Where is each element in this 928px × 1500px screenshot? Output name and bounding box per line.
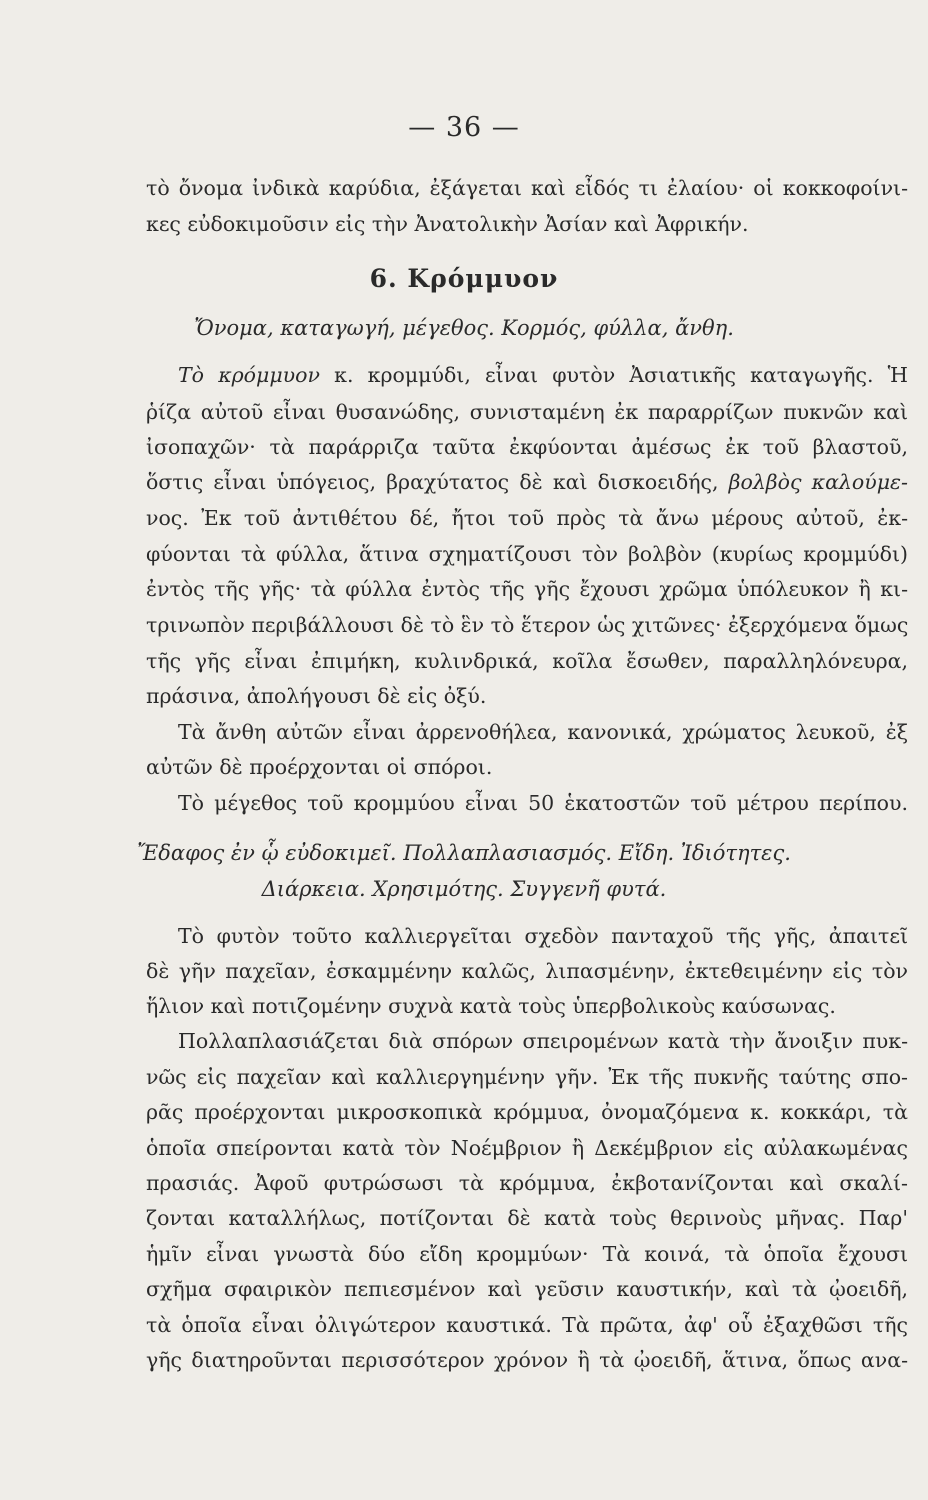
text-span: κ. κρομμύδι, εἶναι φυτὸν Ἀσιατικῆς καταγωγῆς. Ἡ (334, 363, 909, 387)
text-line: Τὰ ἄνθη αὐτῶν εἶναι ἀρρενοθήλεα, κανονικά, χρώματος λευκοῦ, ἐξ (178, 720, 908, 744)
text-line: πρασιάς. Ἀφοῦ φυτρώσωσι τὰ κρόμμυα, ἐκβοτανίζονται καὶ σκαλί- (146, 1171, 908, 1195)
subheading: Ὄνομα, καταγωγή, μέγεθος. Κορμός, φύλλα, ἄνθη. (194, 316, 734, 340)
section-title: 6. Κρόμμυον (369, 264, 559, 293)
text-line: σχῆμα σφαιρικὸν πεπιεσμένον καὶ γεῦσιν καυστικήν, καὶ τὰ ᾠοειδῆ, (146, 1277, 908, 1301)
text-line: τὰ ὁποῖα εἶναι ὀλιγώτερον καυστικά. Τὰ πρῶτα, ἀφ' οὗ ἐξαχθῶσι τῆς (146, 1313, 908, 1337)
text-line: δὲ γῆν παχεῖαν, ἐσκαμμένην καλῶς, λιπασμένην, ἐκτεθειμένην εἰς τὸν (146, 959, 908, 983)
text-line: τρινωπὸν περιβάλλουσι δὲ τὸ ἓν τὸ ἕτερον ὡς χιτῶνες· ἐξερχόμενα ὅμως (146, 613, 909, 637)
text-line: τῆς γῆς εἶναι ἐπιμήκη, κυλινδρικά, κοῖλα ἔσωθεν, παραλληλόνευρα, (146, 649, 908, 673)
text-line: ἰσοπαχῶν· τὰ παράρριζα ταῦτα ἐκφύονται ἀμέσως ἐκ τοῦ βλαστοῦ, (146, 435, 908, 459)
text-line: γῆς διατηροῦνται περισσότερον χρόνον ἢ τὰ ᾠοειδῆ, ἅτινα, ὅπως ανα- (146, 1348, 908, 1372)
subheading: Διάρκεια. Χρησιμότης. Συγγενῆ φυτά. (261, 877, 667, 901)
italic-term: βολβὸς καλούμε- (728, 470, 908, 494)
text-line: ἐντὸς τῆς γῆς· τὰ φύλλα ἐντὸς τῆς γῆς ἔχουσι χρῶμα ὑπόλευκον ἢ κι- (146, 577, 908, 601)
text-line: τὸ ὄνομα ἰνδικὰ καρύδια, ἐξάγεται καὶ εἶδός τι ἐλαίου· οἱ κοκκοφοίνι- (146, 176, 908, 200)
subheading: Ἔδαφος ἐν ᾧ εὐδοκιμεῖ. Πολλαπλασιασμός. Εἴδη. Ἰδιότητες. (137, 841, 791, 865)
lead-term: Τὸ κρόμμυον (178, 363, 320, 387)
text-line (146, 472, 908, 493)
text-line: κες εὐδοκιμοῦσιν εἰς τὴν Ἀνατολικὴν Ἀσίαν καὶ Ἀφρικήν. (146, 212, 749, 236)
text-line: Τὸ φυτὸν τοῦτο καλλιεργεῖται σχεδὸν πανταχοῦ τῆς γῆς, ἀπαιτεῖ (178, 924, 908, 948)
page-number: — 36 — (408, 112, 520, 143)
text-line: ἡμῖν εἶναι γνωστὰ δύο εἴδη κρομμύων· Τὰ κοινά, τὰ ὁποῖα ἔχουσι (146, 1242, 908, 1266)
text-line: ὁποῖα σπείρονται κατὰ τὸν Νοέμβριον ἢ Δεκέμβριον εἰς αὐλακωμένας (146, 1136, 908, 1160)
text-line: νος. Ἐκ τοῦ ἀντιθέτου δέ, ἤτοι τοῦ πρὸς τὰ ἄνω μέρους αὐτοῦ, ἐκ- (146, 506, 908, 530)
text-line: φύονται τὰ φύλλα, ἅτινα σχηματίζουσι τὸν βολβὸν (κυρίως κρομμύδι) (146, 542, 908, 566)
text-line: Τὸ μέγεθος τοῦ κρομμύου εἶναι 50 ἑκατοστῶν τοῦ μέτρου περίπου. (178, 791, 908, 815)
text-line: πράσινα, ἀπολήγουσι δὲ εἰς ὀξύ. (146, 684, 487, 708)
text-line: ρᾶς προέρχονται μικροσκοπικὰ κρόμμυα, ὀνομαζόμενα κ. κοκκάρι, τὰ (146, 1100, 908, 1124)
text-line (178, 365, 908, 386)
text-span: ὅστις εἶναι ὑπόγειος, βραχύτατος δὲ καὶ δισκοειδής, (146, 470, 719, 494)
text-line: ῥίζα αὐτοῦ εἶναι θυσανώδης, συνισταμένη ἐκ παραρρίζων πυκνῶν καὶ (146, 400, 908, 424)
text-line: ζονται καταλλήλως, ποτίζονται δὲ κατὰ τοὺς θερινοὺς μῆνας. Παρ' (146, 1206, 908, 1230)
text-line: αὐτῶν δὲ προέρχονται οἱ σπόροι. (146, 755, 493, 779)
text-line: ἥλιον καὶ ποτιζομένην συχνὰ κατὰ τοὺς ὑπερβολικοὺς καύσωνας. (146, 994, 836, 1018)
text-line: νῶς εἰς παχεῖαν καὶ καλλιεργημένην γῆν. Ἐκ τῆς πυκνῆς ταύτης σπο- (146, 1065, 908, 1089)
text-line: Πολλαπλασιάζεται διὰ σπόρων σπειρομένων κατὰ τὴν ἄνοιξιν πυκ- (178, 1029, 908, 1053)
